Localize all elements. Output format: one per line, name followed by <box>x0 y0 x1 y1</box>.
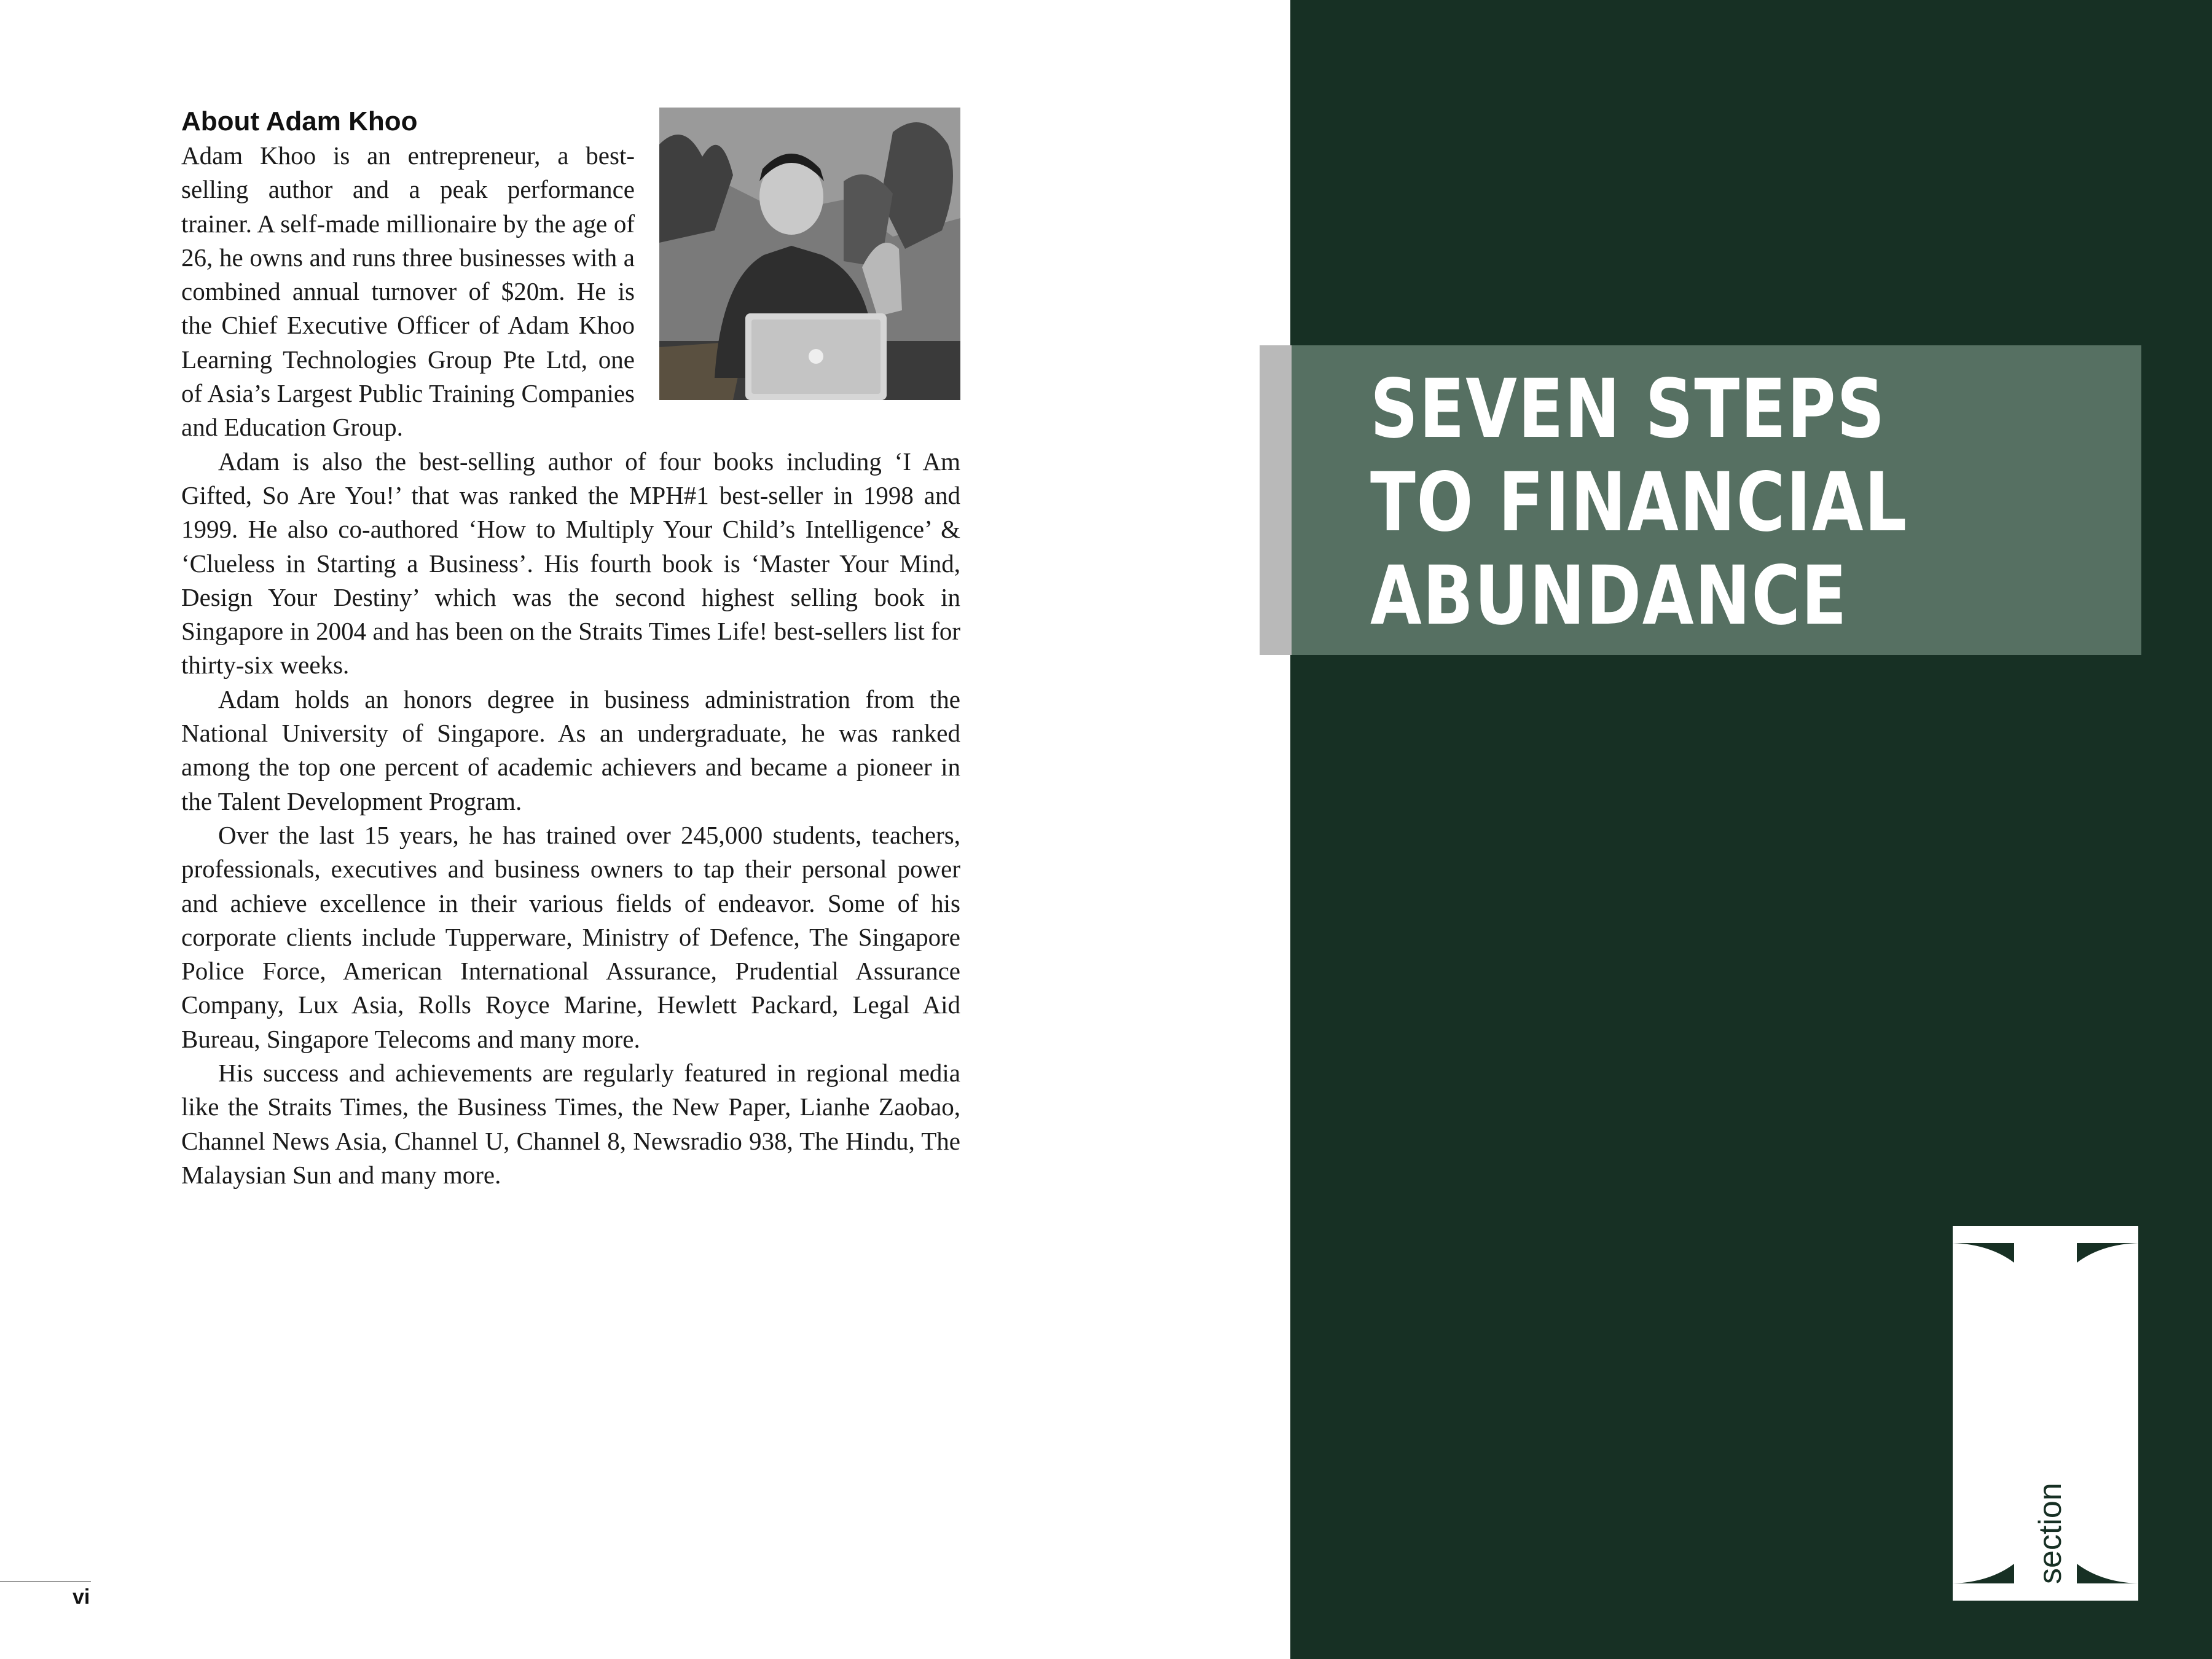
bio-paragraph-4: Over the last 15 years, he has trained over 245,000 students, teachers, professionals, executives and business owners to tap their personal power and achieve excellence in their various fields of endeavor. Some of his corporate clients include Tupperware, Ministry of Defence, The Singapore Police Force, American International Assurance, Prudential Assurance Company, Lux Asia, Rolls Royce Marine, Hewlett Packard, Legal Aid Bureau, Singapore Telecoms and many more. <box>181 820 960 1053</box>
bio-paragraph-1: Adam Khoo is an entrepreneur, a best-selling author and a peak performance trainer. A self-made millionaire by the age of 26, he owns and runs three businesses with a combined annual turnover of $20m. He is the Chief Executive Officer of Adam Khoo Learning Technologies Group Pte Ltd, one of Asia’s Largest Public Training Companies and Education Group. <box>181 141 635 442</box>
bio-paragraph-5: His success and achievements are regularly featured in regional media like the Straits Times, the Business Times, the New Paper, Lianhe Zaobao, Channel News Asia, Channel U, Channel 8, Newsradio 938, The Hindu, The Malaysian Sun and many more. <box>181 1059 960 1189</box>
section-label: section <box>2033 1483 2068 1584</box>
bio-paragraph-2: Adam is also the best-selling author of four books including ‘I Am Gifted, So Are You!’ that was ranked the MPH#1 best-seller in 1998 and 1999. He also co-authored ‘How to Multiply Your Child’s Intelligence’ & ‘Clueless in Starting a Business’. His fourth book is ‘Master Your Mind, Design Your Destiny’ which was the second highest selling book in Singapore in 2004 and has been on the Straits Times Life! best-sellers list for thirty-six weeks. <box>181 447 960 680</box>
section-title-line-2: TO FINANCIAL <box>1370 455 1908 550</box>
section-title <box>1370 363 1975 643</box>
about-heading: About Adam Khoo <box>181 106 418 136</box>
section-title-line-3: ABUNDANCE <box>1370 549 1848 643</box>
about-author-column <box>181 104 960 1192</box>
title-grey-tab <box>1260 345 1292 655</box>
author-photo-illustration <box>659 108 960 400</box>
bio-paragraph-3: Adam holds an honors degree in business administration from the National University of Singapore. As an undergraduate, he was ranked among the top one percent of academic achievers and became a pioneer in the Talent Development Program. <box>181 684 960 815</box>
author-photo <box>659 108 960 400</box>
folio-rule <box>0 1581 91 1582</box>
section-title-line-1: SEVEN STEPS <box>1370 362 1886 457</box>
page-number: vi <box>73 1585 90 1609</box>
